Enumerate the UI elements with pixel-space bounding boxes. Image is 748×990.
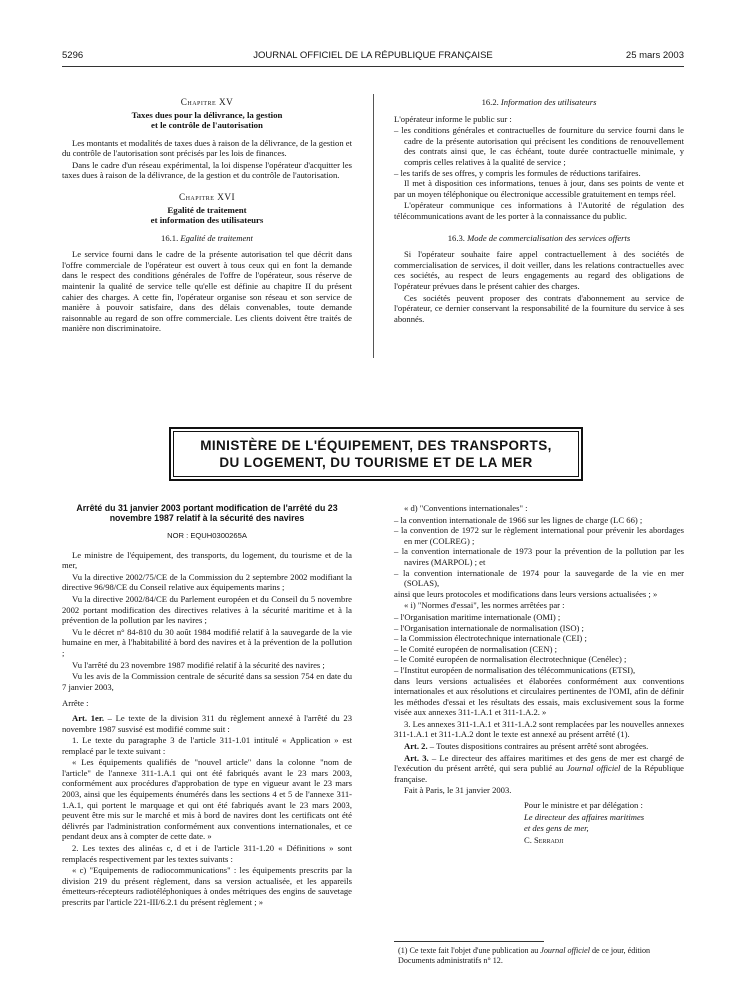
info-list [394,125,684,178]
chapter-xv-heading: Chapitre XV [180,97,234,107]
paragraph: Vu les avis de la Commission centrale de sécurité dans sa session 754 en date du 7 janvier 2003, [62,671,352,692]
decree-title: Arrêté du 31 janvier 2003 portant modification de l'arrêté du 23 novembre 1987 relatif à la sécurité des navires [76,503,338,523]
arrete-heading: Arrête : [62,698,89,709]
signature-block [514,800,684,845]
paragraph: Les montants et modalités de taxes dues à raison de la délivrance, de la gestion et du contrôle de l'autorisation sont précisés par les lois de finances. [62,137,352,159]
paragraph: Vu le décret n° 84-810 du 30 août 1984 modifié relatif à la sauvegarde de la vie humaine en mer, à l'habitabilité à bord des navires et à la prévention de la pollution ; [62,626,352,658]
list-item: – le Comité européen de normalisation électrotechnique (Cenélec) ; [394,654,627,665]
list-item: – la convention de 1972 sur le règlement international pour prévenir les abordages en mer (COLREG) ; [394,525,684,546]
bottom-right-column [394,503,684,846]
paragraph: Ces sociétés peuvent proposer des contrats d'abonnement au service de l'opérateur, ce dernier conservant la responsabilité de la fourniture du service à ses abonnés. [394,292,684,324]
header-rule [62,66,684,67]
ministry-banner [169,427,583,481]
list-item: – la convention internationale de 1974 pour la sauvegarde de la vie en mer (SOLAS), [394,567,684,589]
footnote-rule [394,941,544,942]
top-left-column [62,97,352,335]
paragraph: Vu l'arrêté du 23 novembre 1987 modifié relatif à la sécurité des navires ; [72,659,325,670]
chapter-xvi-title: Egalité de traitement et information des utilisateurs [150,204,264,226]
signature-line: et des gens de mer, [524,823,589,834]
definition-i-heading: « i) "Normes d'essai", les normes arrêtées par : [404,600,565,611]
ministry-line-1: MINISTÈRE DE L'ÉQUIPEMENT, DES TRANSPORTS, [200,438,552,453]
journal-title: JOURNAL OFFICIEL DE LA RÉPUBLIQUE FRANÇAISE [253,50,493,61]
chapter-xvi-heading: Chapitre XVI [178,191,236,202]
definition-d-heading: « d) "Conventions internationales" : [404,503,528,513]
article-3: Art. 3. – Le directeur des affaires maritimes et des gens de mer est chargé de l'exécution du présent arrêté, qui sera publié au Journal officiel de la République française. [394,752,684,784]
list-item: – la convention internationale de 1973 pour la prévention de la pollution par les navires (MARPOL) ; et [394,546,684,567]
article-1: Art. 1er. – Le texte de la division 311 du règlement annexé à l'arrêté du 23 novembre 1987 susvisé est modifié comme suit : [62,712,352,734]
signature-line: Le directeur des affaires maritimes [524,811,645,822]
footnote: (1) Ce texte fait l'objet d'une publication au Journal officiel de ce jour, édition Documents administratifs n° 12. [398,946,651,965]
paragraph: Si l'opérateur souhaite faire appel contractuellement à des sociétés de commercialisation de services, il doit veiller, dans les relations contractuelles avec ces sociétés, au respect de leurs engagements au regard des obligations de l'opérateur prévues dans le présent cahier des charges. [394,249,684,291]
paragraph: 3. Les annexes 311-1.A.1 et 311-1.A.2 sont remplacées par les nouvelles annexes 311-1.A.1 et 311-1.A.2 dont le texte est annexé au présent arrêté (1). [394,718,684,740]
paragraph: 1. Le texte du paragraphe 3 de l'article 311-1.01 intitulé « Application » est remplacé par le texte suivant : [62,735,352,756]
page-header [62,50,684,64]
ministry-line-2: DU LOGEMENT, DU TOURISME ET DE LA MER [219,455,533,470]
nor-reference: NOR : EQUH0300265A [167,531,247,540]
section-16-1-heading: 16.1. Egalité de traitement [161,232,253,243]
page-number: 5296 [62,50,84,61]
paragraph: « c) "Equipements de radiocommunications" : les équipements prescrits par la division 219 du présent règlement, dans sa version actualisée, et les appareils émetteurs-récepteurs radiotéléphoniques à ondes métriques des engins de sauvetage prescrits par l'article 221-III/6.2.1 du présent règlement ; » [62,865,352,907]
list-item: – les tarifs de ses offres, y compris les formules de réductions tarifaires. [394,167,641,178]
paragraph: Vu la directive 2002/84/CE du Parlement européen et du Conseil du 5 novembre 2002 portant modification des directives relatives à la sécurité maritime et à la prévention de la pollution par les navires ; [62,593,352,626]
signature-line: Pour le ministre et par délégation : [524,800,643,811]
list-item: – l'Organisation internationale de normalisation (ISO) ; [394,622,584,633]
paragraph: L'opérateur informe le public sur : [394,113,512,124]
paragraph: 2. Les textes des alinéas c, d et i de l'article 311-1.20 « Définitions » sont remplacés respectivement par les textes suivants : [62,843,352,864]
bottom-left-column [62,503,352,909]
paragraph: « Les équipements qualifiés de "nouvel article" dans la colonne "nom de l'article" de l'annexe 311-1.A.1 qui ont été fabriqués avant le 23 mars 2003, conformément aux procédures d'approbation de type en vigueur avant le 23 mars 2003, ainsi que les équipements énumérés dans les sections 4 et 5 de l'annexe 311-1.A.1, qui portent le marquage et qui ont été fabriqués avant le 23 mars 2003, peuvent être mis sur le marché et mis à bord de navires dont les certificats ont été délivrés par l'administration conformément aux conventions internationales, et ce pendant deux ans à compter de cette date. » [62,757,352,842]
paragraph: Le ministre de l'équipement, des transports, du logement, du tourisme et de la mer, [62,549,352,571]
done-at: Fait à Paris, le 31 janvier 2003. [404,785,512,796]
section-16-3-heading: 16.3. Mode de commercialisation des services offerts [447,232,631,243]
list-item: – la Commission électrotechnique internationale (CEI) ; [394,633,587,644]
list-item: – le Comité européen de normalisation (CEN) ; [394,643,558,654]
paragraph: L'opérateur communique ces informations à l'Autorité de régulation des télécommunications avant de les porter à la connaissance du public. [394,200,684,221]
column-separator [373,94,374,358]
article-2: Art. 2. – Toutes dispositions contraires au présent arrêté sont abrogées. [404,741,649,752]
section-16-2-heading: 16.2. Information des utilisateurs [481,97,597,107]
list-item: – l'Organisation maritime internationale (OMI) ; [394,611,561,622]
signatory-name: C. Serradji [524,834,564,845]
paragraph: Le service fourni dans le cadre de la présente autorisation tel que décrit dans l'offre commerciale de l'opérateur est ouvert à tous ceux qui en font la demande dans le respect des conditions générales de l'offre de l'opérateur, sous réserve de maintenir la qualité de service telle qu'elle est définie au chapitre II du présent cahier des charges. A cette fin, l'opérateur organise son réseau et son service de manière à pouvoir satisfaire, dans des délais convenables, toute demande raisonnable au regard de son offre commerciale. Les clients doivent être traités de manière non discriminatoire. [62,249,352,334]
paragraph: Vu la directive 2002/75/CE de la Commission du 2 septembre 2002 modifiant la directive 96/98/CE du Conseil relative aux équipements marins ; [62,571,352,593]
paragraph: Il met à disposition ces informations, tenues à jour, dans ses points de vente et par un moyen téléphonique ou électronique accessible gratuitement en temps réel. [394,178,684,199]
list-item: – l'Institut européen de normalisation des télécommunications (ETSI), [394,664,636,675]
standards-list [394,612,684,676]
paragraph: dans leurs versions actualisées et élaborées conformément aux conventions internationales et aux résolutions et circulaires pertinentes de l'OMI, afin de définir les méthodes d'essai et les résultats des essais, mais exclusivement sous la forme visée aux annexes 311-1.A.1 et 311-1.A.2. » [394,675,684,718]
paragraph: ainsi que leurs protocoles et modifications dans leurs versions actualisées ; » [394,588,658,599]
paragraph: Dans le cadre d'un réseau expérimental, la loi dispense l'opérateur d'acquitter les taxes dues à raison de la délivrance, de la gestion et du contrôle de l'autorisation. [62,159,352,181]
conventions-list [394,515,684,589]
chapter-xv-title: Taxes dues pour la délivrance, la gestion et le contrôle de l'autorisation [131,109,283,131]
top-right-column [394,97,684,325]
list-item: – les conditions générales et contractuelles de fourniture du service fourni dans le cadre de la présente autorisation qui précisent les conditions de renouvellement des contrats ainsi que, le cas échéant, toute durée contractuelle minimale, y compris celles relatives à la qualité de service ; [394,125,684,167]
list-item: – la convention internationale de 1966 sur les lignes de charge (LC 66) ; [394,514,643,525]
issue-date: 25 mars 2003 [625,50,684,61]
